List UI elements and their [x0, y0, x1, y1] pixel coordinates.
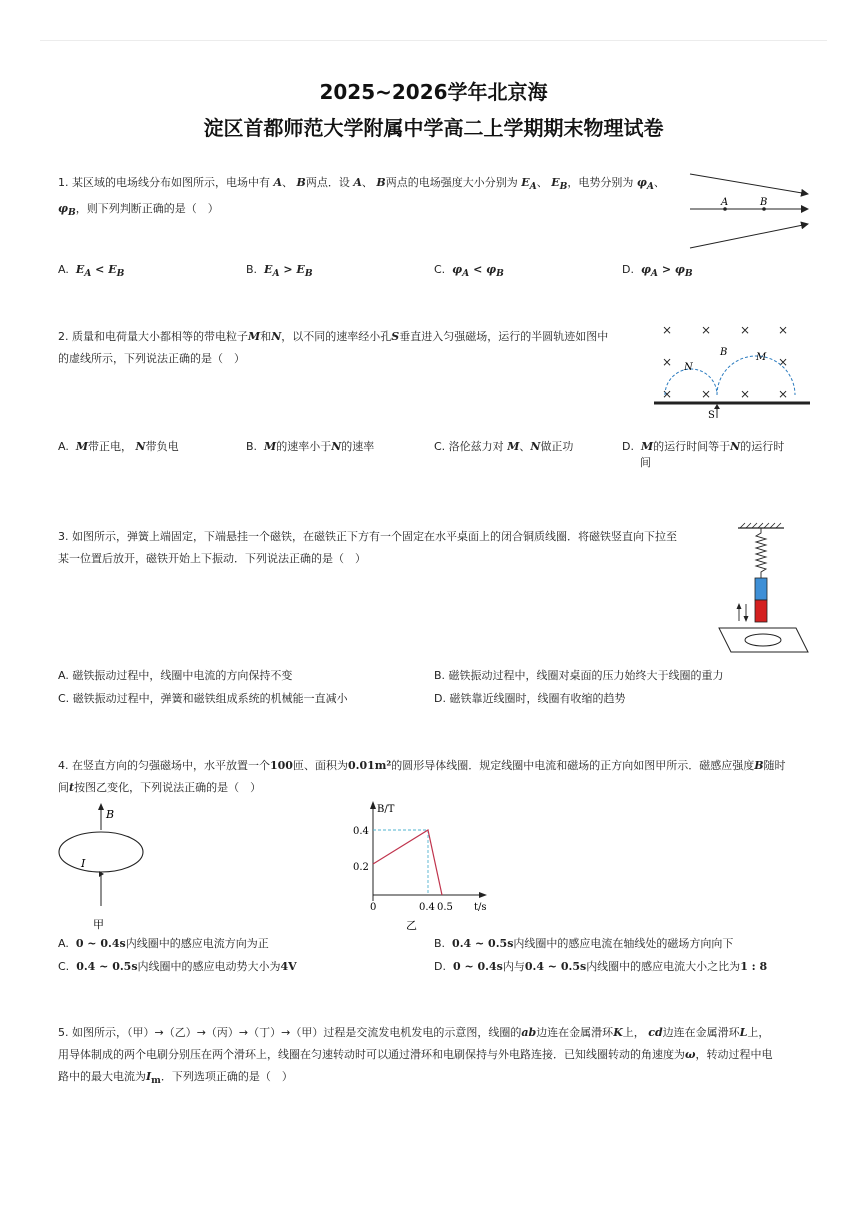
tick-origin: 0	[370, 902, 377, 913]
cross-mark: ×	[778, 323, 789, 337]
top-divider	[40, 40, 827, 41]
point-b-label: B	[760, 197, 768, 208]
q1-stem: 1. 某区域的电场线分布如图所示，电场中有 A、 B两点．设 A、 B两点的电场强度大小分别为 $E_A$、 $E_B$，电势分别为 $\varphi_A$、 $\varphi_B$，则下列判断正确的是（ ）	[58, 176, 665, 219]
q4-option-d[interactable]: D. 0 ~ 0.4s内与0.4 ~ 0.5s内线圈中的感应电流大小之比为1 : 8	[434, 960, 768, 973]
caption-yi: 乙	[406, 919, 417, 932]
y-axis-label: B/T	[377, 804, 395, 815]
q3-option-d[interactable]: D. 磁铁靠近线圈时，线圈有收缩的趋势	[434, 692, 626, 705]
magnet-red-half	[755, 600, 767, 622]
q3-option-c[interactable]: C. 磁铁振动过程中，弹簧和磁铁组成系统的机械能一直减小	[58, 692, 348, 705]
label-m: M	[756, 352, 767, 363]
q2-option-d[interactable]: D. M的运行时间等于N的运行时 间	[622, 440, 785, 469]
q4-graph-yi	[350, 798, 495, 936]
q1-option-b[interactable]: B. $E_A > E_B$	[246, 263, 313, 280]
caption-jia: 甲	[93, 918, 104, 931]
cross-mark: ×	[701, 387, 712, 401]
magnet-blue-half	[755, 578, 767, 600]
cross-mark: ×	[662, 323, 673, 337]
q3-spring-magnet-figure	[716, 520, 812, 660]
q3-option-a[interactable]: A. 磁铁振动过程中，线圈中电流的方向保持不变	[58, 669, 293, 682]
b-t-curve	[373, 830, 442, 895]
q4-figure-jia	[55, 800, 155, 932]
copper-coil	[745, 634, 781, 646]
cross-mark: ×	[662, 387, 673, 401]
cross-mark: ×	[701, 323, 712, 337]
label-n: N	[684, 362, 693, 373]
label-i: I	[81, 857, 86, 870]
label-b: B	[720, 347, 728, 358]
table-plane	[719, 628, 808, 652]
q5-stem: 5. 如图所示，（甲）→（乙）→（丙）→（丁）→（甲）过程是交流发电机发电的示意图，线圈的ab边连在金属滑环K上， cd边连在金属滑环L上， 用导体制成的两个电刷分别压在两个滑环上，线圈在匀速转动时可以通过滑环和电刷保持与外电路连接．已知线圈转动的角速度为ω，转动过程中电 路中的最大电流为$I_m$．下列选项正确的是（ ）	[58, 1026, 773, 1087]
q2-stem: 2. 质量和电荷量大小都相等的带电粒子M和N，以不同的速率经小孔S垂直进入匀强磁场，运行的半圆轨迹如图中 的虚线所示，下列说法正确的是（ ）	[58, 330, 609, 365]
coil-loop	[59, 832, 143, 872]
q1-option-a[interactable]: A. $E_A < E_B$	[58, 263, 125, 280]
point-a-label: A	[721, 197, 729, 208]
spring	[756, 528, 766, 578]
cross-mark: ×	[778, 355, 789, 369]
q4-option-a[interactable]: A. 0 ~ 0.4s内线圈中的感应电流方向为正	[58, 937, 269, 950]
field-line-bottom	[690, 224, 808, 248]
q2-option-a[interactable]: A. M带正电， N带负电	[58, 440, 179, 453]
q4-option-c[interactable]: C. 0.4 ~ 0.5s内线圈中的感应电动势大小为4V	[58, 960, 297, 973]
x-axis-label: t/s	[474, 902, 487, 913]
q2-option-b[interactable]: B. M的速率小于N的速率	[246, 440, 375, 453]
page-title-line1: 2025~2026学年北京海	[319, 80, 548, 104]
q4-stem: 4. 在竖直方向的匀强磁场中，水平放置一个100匝、面积为0.01m²的圆形导体线圈．规定线圈中电流和磁场的正方向如图甲所示．磁感应强度B随时 间t按图乙变化，下列说法正确的是（ ）	[58, 759, 786, 794]
q1-option-c[interactable]: C. $\varphi_A < \varphi_B$	[434, 263, 504, 280]
q3-stem: 3. 如图所示，弹簧上端固定，下端悬挂一个磁铁，在磁铁正下方有一个固定在水平桌面上的闭合铜质线圈．将磁铁竖直向下拉至 某一位置后放开，磁铁开始上下振动．下列说法正确的是（ ）	[58, 530, 677, 565]
q2-magnetic-field-figure	[652, 318, 814, 428]
q1-field-lines-figure	[688, 168, 818, 258]
cross-mark: ×	[778, 387, 789, 401]
tick-0-5-x: 0.5	[437, 902, 453, 913]
tick-0-4-x: 0.4	[419, 902, 435, 913]
tick-0-2-y: 0.2	[353, 862, 369, 873]
field-line-top	[690, 174, 808, 194]
q3-option-b[interactable]: B. 磁铁振动过程中，线圈对桌面的压力始终大于线圈的重力	[434, 669, 724, 682]
page-title-line2: 淀区首都师范大学附属中学高二上学期期末物理试卷	[203, 116, 664, 140]
q2-option-c[interactable]: C. 洛伦兹力对 M、N做正功	[434, 440, 574, 453]
label-s: S	[708, 410, 715, 421]
cross-mark: ×	[662, 355, 673, 369]
q1-option-d[interactable]: D. $\varphi_A > \varphi_B$	[622, 263, 693, 280]
label-b: B	[106, 808, 115, 821]
cross-mark: ×	[740, 323, 751, 337]
tick-0-4-y: 0.4	[353, 826, 369, 837]
cross-mark: ×	[740, 387, 751, 401]
q4-option-b[interactable]: B. 0.4 ~ 0.5s内线圈中的感应电流在轴线处的磁场方向向下	[434, 937, 734, 950]
